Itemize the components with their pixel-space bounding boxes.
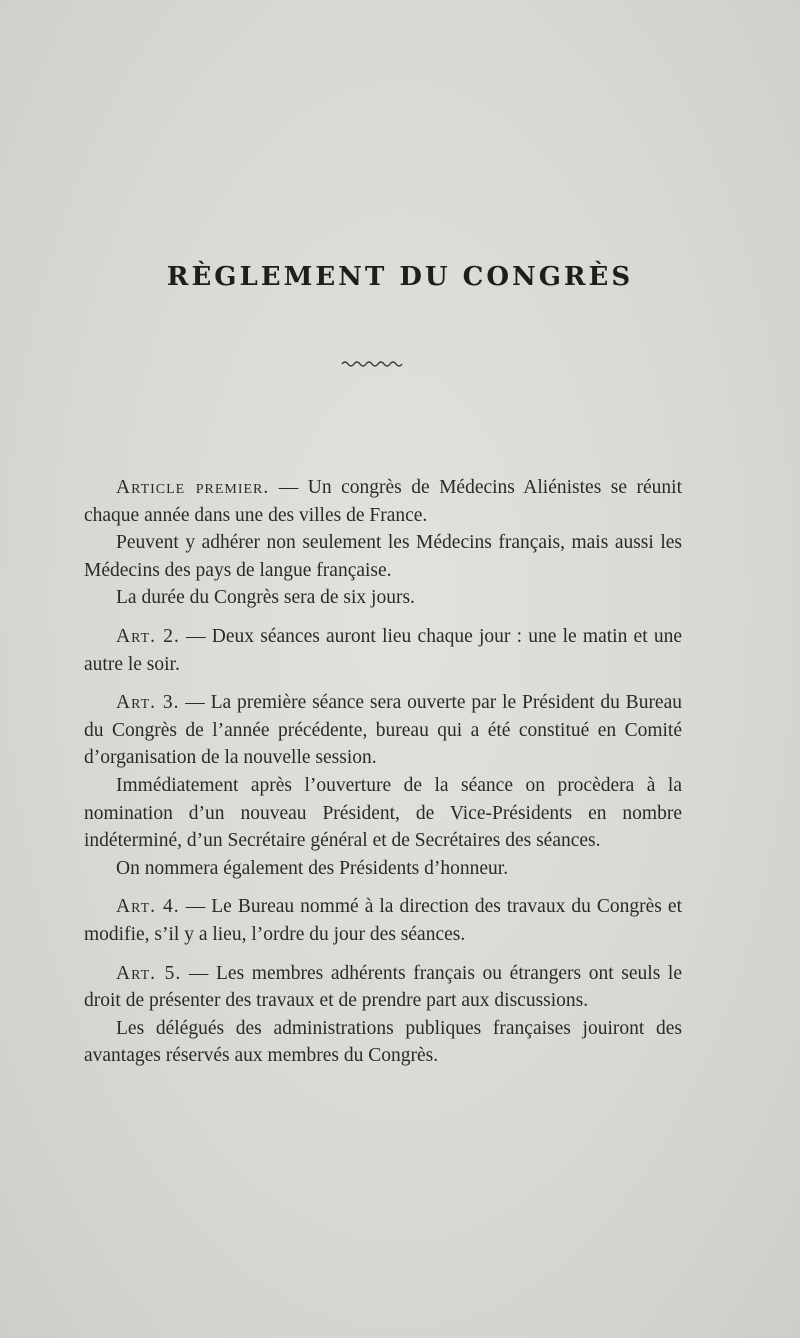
article-1-paragraph-3 <box>84 584 682 612</box>
regulations-body <box>84 474 682 1070</box>
article-3-paragraph-3 <box>84 855 682 883</box>
article-text: On nommera également des Présidents d’honneur. <box>116 857 509 879</box>
article-label: Art. 2. <box>116 625 180 647</box>
article-text: Immédiatement après l’ouverture de la séance on procèdera à la nomination d’un nouveau Président, de Vice-Présidents en nombre indéterminé, d’un Secrétaire général et de Secrétaires des séances. <box>84 774 682 852</box>
article-4-paragraph <box>84 893 682 948</box>
article-label: Art. 5. <box>116 962 182 984</box>
article-5-paragraph-2 <box>84 1015 682 1070</box>
article-text: — Les membres adhérents français ou étrangers ont seuls le droit de présenter des travaux et de prendre part aux discussions. <box>84 962 682 1012</box>
article-text: Peuvent y adhérer non seulement les Médecins français, mais aussi les Médecins des pays de langue française. <box>84 532 682 581</box>
article-label: Art. 4. <box>116 896 180 918</box>
article-text: Les délégués des administrations publiques françaises jouiront des avantages réservés aux membres du Congrès. <box>84 1017 682 1067</box>
article-1-paragraph <box>84 474 682 529</box>
article-label: Art. 3. <box>116 692 180 714</box>
article-text: — Le Bureau nommé à la direction des travaux du Congrès et modifie, s’il y a lieu, l’ordre du jour des séances. <box>84 896 682 945</box>
article-2-paragraph <box>84 623 682 678</box>
article-3-paragraph <box>84 689 682 772</box>
article-text: — Un congrès de Médecins Aliénistes se réunit chaque année dans une des villes de France. <box>84 477 682 526</box>
decorative-divider <box>340 358 406 368</box>
article-label: Article premier. <box>116 477 270 498</box>
article-text: La durée du Congrès sera de six jours. <box>116 587 415 609</box>
article-5-paragraph <box>84 960 682 1015</box>
article-1-paragraph-2 <box>84 529 682 584</box>
article-3-paragraph-2 <box>84 772 682 855</box>
page-title: RÈGLEMENT DU CONGRÈS <box>166 262 634 292</box>
article-text: — La première séance sera ouverte par le Président du Bureau du Congrès de l’année précédente, bureau qui a été constitué en Comité d’organisation de la nouvelle session. <box>84 692 682 769</box>
article-text: — Deux séances auront lieu chaque jour : une le matin et une autre le soir. <box>84 625 682 675</box>
